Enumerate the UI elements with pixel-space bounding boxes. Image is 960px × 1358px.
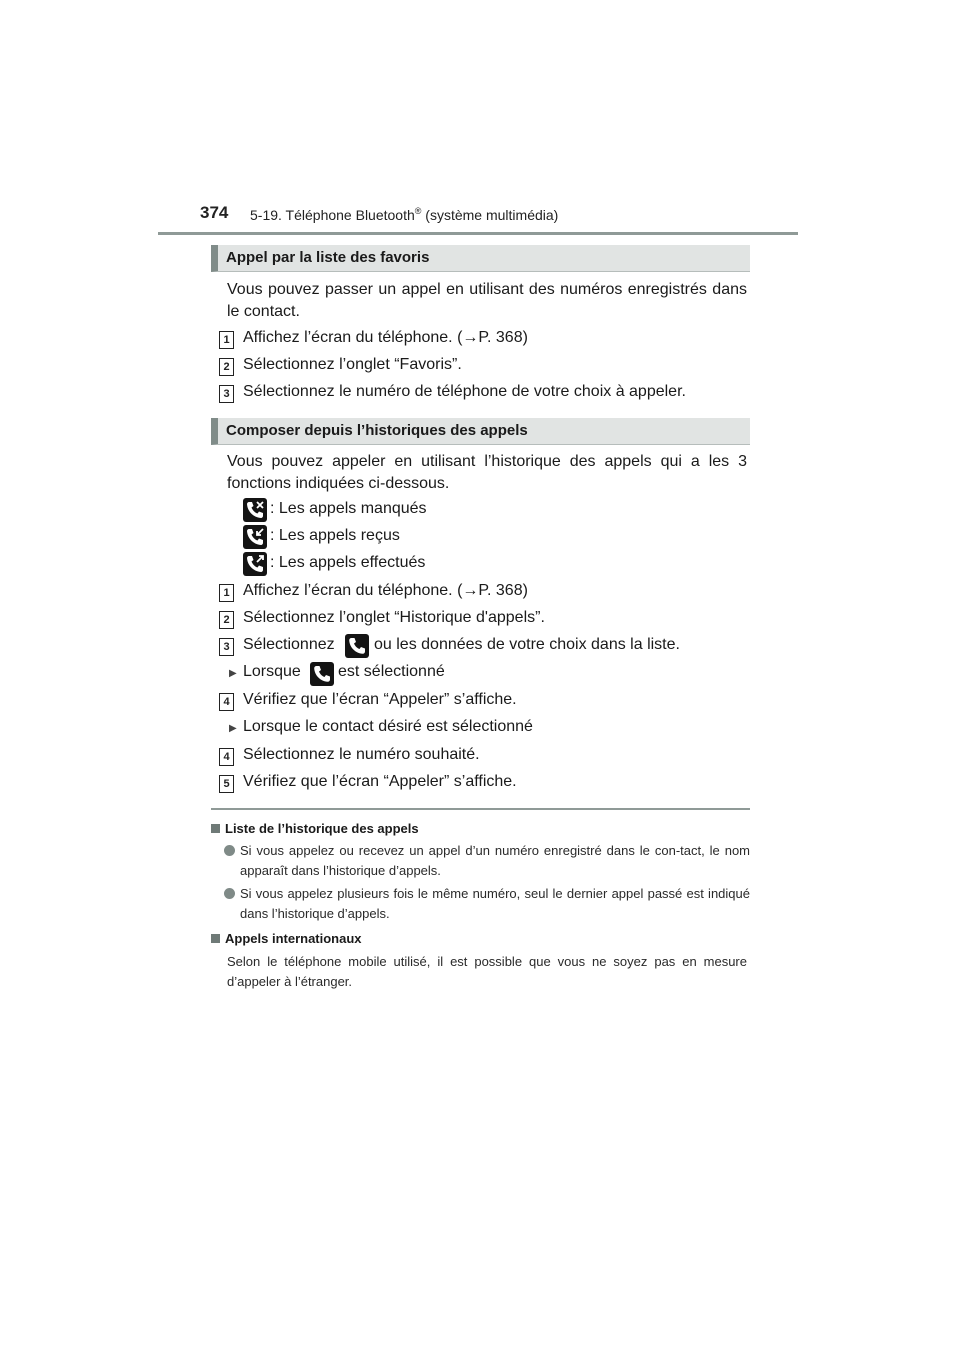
step-number: 3	[219, 638, 234, 656]
step-text: Affichez l’écran du téléphone. (→P. 368)	[243, 329, 528, 346]
step-number: 4	[219, 693, 234, 711]
note-heading-international	[211, 931, 362, 946]
note-heading-international-label: Appels internationaux	[225, 931, 362, 946]
chapter-title-suffix: (système multimédia)	[421, 207, 559, 223]
function-label: : Les appels reçus	[270, 527, 400, 544]
step-text: Sélectionnez l’onglet “Favoris”.	[243, 356, 462, 373]
incoming-call-icon	[243, 525, 267, 549]
step-number: 2	[219, 611, 234, 629]
step-text: Affichez l’écran du téléphone. (→P. 368)	[243, 582, 528, 599]
step-number: 3	[219, 385, 234, 403]
step-number: 4	[219, 748, 234, 766]
case-text-before: Lorsque	[243, 663, 301, 680]
page-number: 374	[200, 203, 229, 222]
note-bullet-text: Si vous appelez plusieurs fois le même numéro, seul le dernier appel passé est indiqué dans l’historique d’appels.	[240, 886, 750, 921]
step-text: Vérifiez que l’écran “Appeler” s’affiche.	[243, 773, 517, 790]
section-heading-favorites-label: Appel par la liste des favoris	[226, 249, 430, 266]
call-history-intro: Vous pouvez appeler en utilisant l’historique des appels qui a les 3 fonctions indiquées ci-dessous.	[227, 453, 747, 492]
note-heading-history-label: Liste de l’historique des appels	[225, 821, 419, 836]
step-text-before: Sélectionnez	[243, 636, 335, 653]
function-label: : Les appels manqués	[270, 500, 427, 517]
phone-icon	[310, 662, 334, 686]
step-text-after: ou les données de votre choix dans la liste.	[374, 636, 680, 653]
section-heading-call-history	[211, 418, 750, 445]
notes-divider	[211, 808, 750, 810]
header-rule	[158, 232, 798, 235]
step-number: 2	[219, 358, 234, 376]
step-number: 1	[219, 584, 234, 602]
arrow-right-icon: ▶	[229, 723, 237, 734]
note-international-text: Selon le téléphone mobile utilisé, il est possible que vous ne soyez pas en mesure d’appeler à l’étranger.	[227, 954, 747, 989]
step-number: 1	[219, 331, 234, 349]
chapter-title	[250, 206, 558, 223]
note-marker-icon	[211, 934, 220, 943]
registered-mark: ®	[414, 206, 422, 216]
case-text: Lorsque le contact désiré est sélectionné	[243, 718, 533, 735]
function-label: : Les appels effectués	[270, 554, 426, 571]
step-text: Vérifiez que l’écran “Appeler” s’affiche.	[243, 691, 517, 708]
note-heading-history	[211, 821, 419, 836]
missed-call-icon	[243, 498, 267, 522]
phone-icon	[345, 634, 369, 658]
step-text: Sélectionnez le numéro souhaité.	[243, 746, 480, 763]
step-text: Sélectionnez le numéro de téléphone de votre choix à appeler.	[243, 383, 686, 400]
favorites-intro: Vous pouvez passer un appel en utilisant des numéros enregistrés dans le contact.	[227, 281, 747, 320]
bullet-icon	[224, 888, 235, 899]
section-heading-call-history-label: Composer depuis l’historiques des appels	[226, 422, 528, 439]
bullet-icon	[224, 845, 235, 856]
step-number: 5	[219, 775, 234, 793]
case-text-after: est sélectionné	[338, 663, 445, 680]
outgoing-call-icon	[243, 552, 267, 576]
step-text: Sélectionnez l’onglet “Historique d'appels”.	[243, 609, 545, 626]
note-bullet-text: Si vous appelez ou recevez un appel d’un numéro enregistré dans le con-tact, le nom apparaît dans l’historique d’appels.	[240, 843, 750, 878]
arrow-right-icon: ▶	[229, 668, 237, 679]
chapter-title-main: 5-19. Téléphone Bluetooth	[250, 207, 415, 223]
note-marker-icon	[211, 824, 220, 833]
section-heading-favorites	[211, 245, 750, 272]
